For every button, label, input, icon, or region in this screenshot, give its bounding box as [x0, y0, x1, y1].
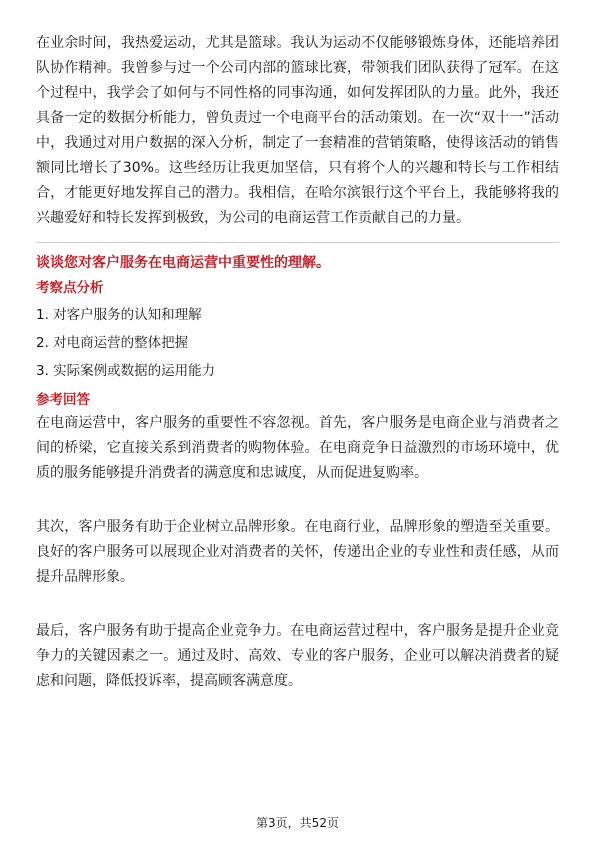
page-content [36, 30, 559, 694]
answer-body [36, 411, 559, 694]
page-number: 第3页，共52页 [256, 816, 339, 830]
question-heading: 谈谈您对客户服务在电商运营中重要性的理解。 [36, 255, 330, 271]
analysis-point: 2. 对电商运营的整体把握 [36, 335, 189, 351]
analysis-point: 1. 对客户服务的认知和理解 [36, 307, 202, 323]
intro-paragraph: 在业余时间，我热爱运动，尤其是篮球。我认为运动不仅能够锻炼身体，还能培养团队协作精神。我曾参与过一个公司内部的篮球比赛，带领我们团队获得了冠军。在这个过程中，我学会了如何与不同性格的同事沟通，如何发挥团队的力量。此外，我还具备一定的数据分析能力，曾负责过一个电商平台的活动策划。在一次“双十一”活动中，我通过对用户数据的深入分析，制定了一套精准的营销策略，使得该活动的销售额同比增长了30%。这些经历让我更加坚信，只有将个人的兴趣和特长与工作相结合，才能更好地发挥自己的潜力。我相信，在哈尔滨银行这个平台上，我能够将我的兴趣爱好和特长发挥到极致，为公司的电商运营工作贡献自己的力量。 [36, 35, 559, 226]
analysis-points [36, 301, 559, 385]
answer-paragraph: 其次，客户服务有助于企业树立品牌形象。在电商行业，品牌形象的塑造至关重要。良好的客户服务可以展现企业对消费者的关怀，传递出企业的专业性和责任感，从而提升品牌形象。 [36, 519, 559, 585]
analysis-point: 3. 实际案例或数据的运用能力 [36, 363, 216, 379]
answer-title: 参考回答 [36, 392, 90, 408]
answer-paragraph: 在电商运营中，客户服务的重要性不容忽视。首先，客户服务是电商企业与消费者之间的桥梁，它直接关系到消费者的购物体验。在电商竞争日益激烈的市场环境中，优质的服务能够提升消费者的满意度和忠诚度，从而促进复购率。 [36, 415, 559, 481]
answer-paragraph: 最后，客户服务有助于提高企业竞争力。在电商运营过程中，客户服务是提升企业竞争力的关键因素之一。通过及时、高效、专业的客户服务，企业可以解决消费者的疑虑和问题，降低投诉率，提高顾客满意度。 [36, 623, 559, 689]
analysis-title: 考察点分析 [36, 280, 104, 296]
section-divider [36, 242, 559, 243]
